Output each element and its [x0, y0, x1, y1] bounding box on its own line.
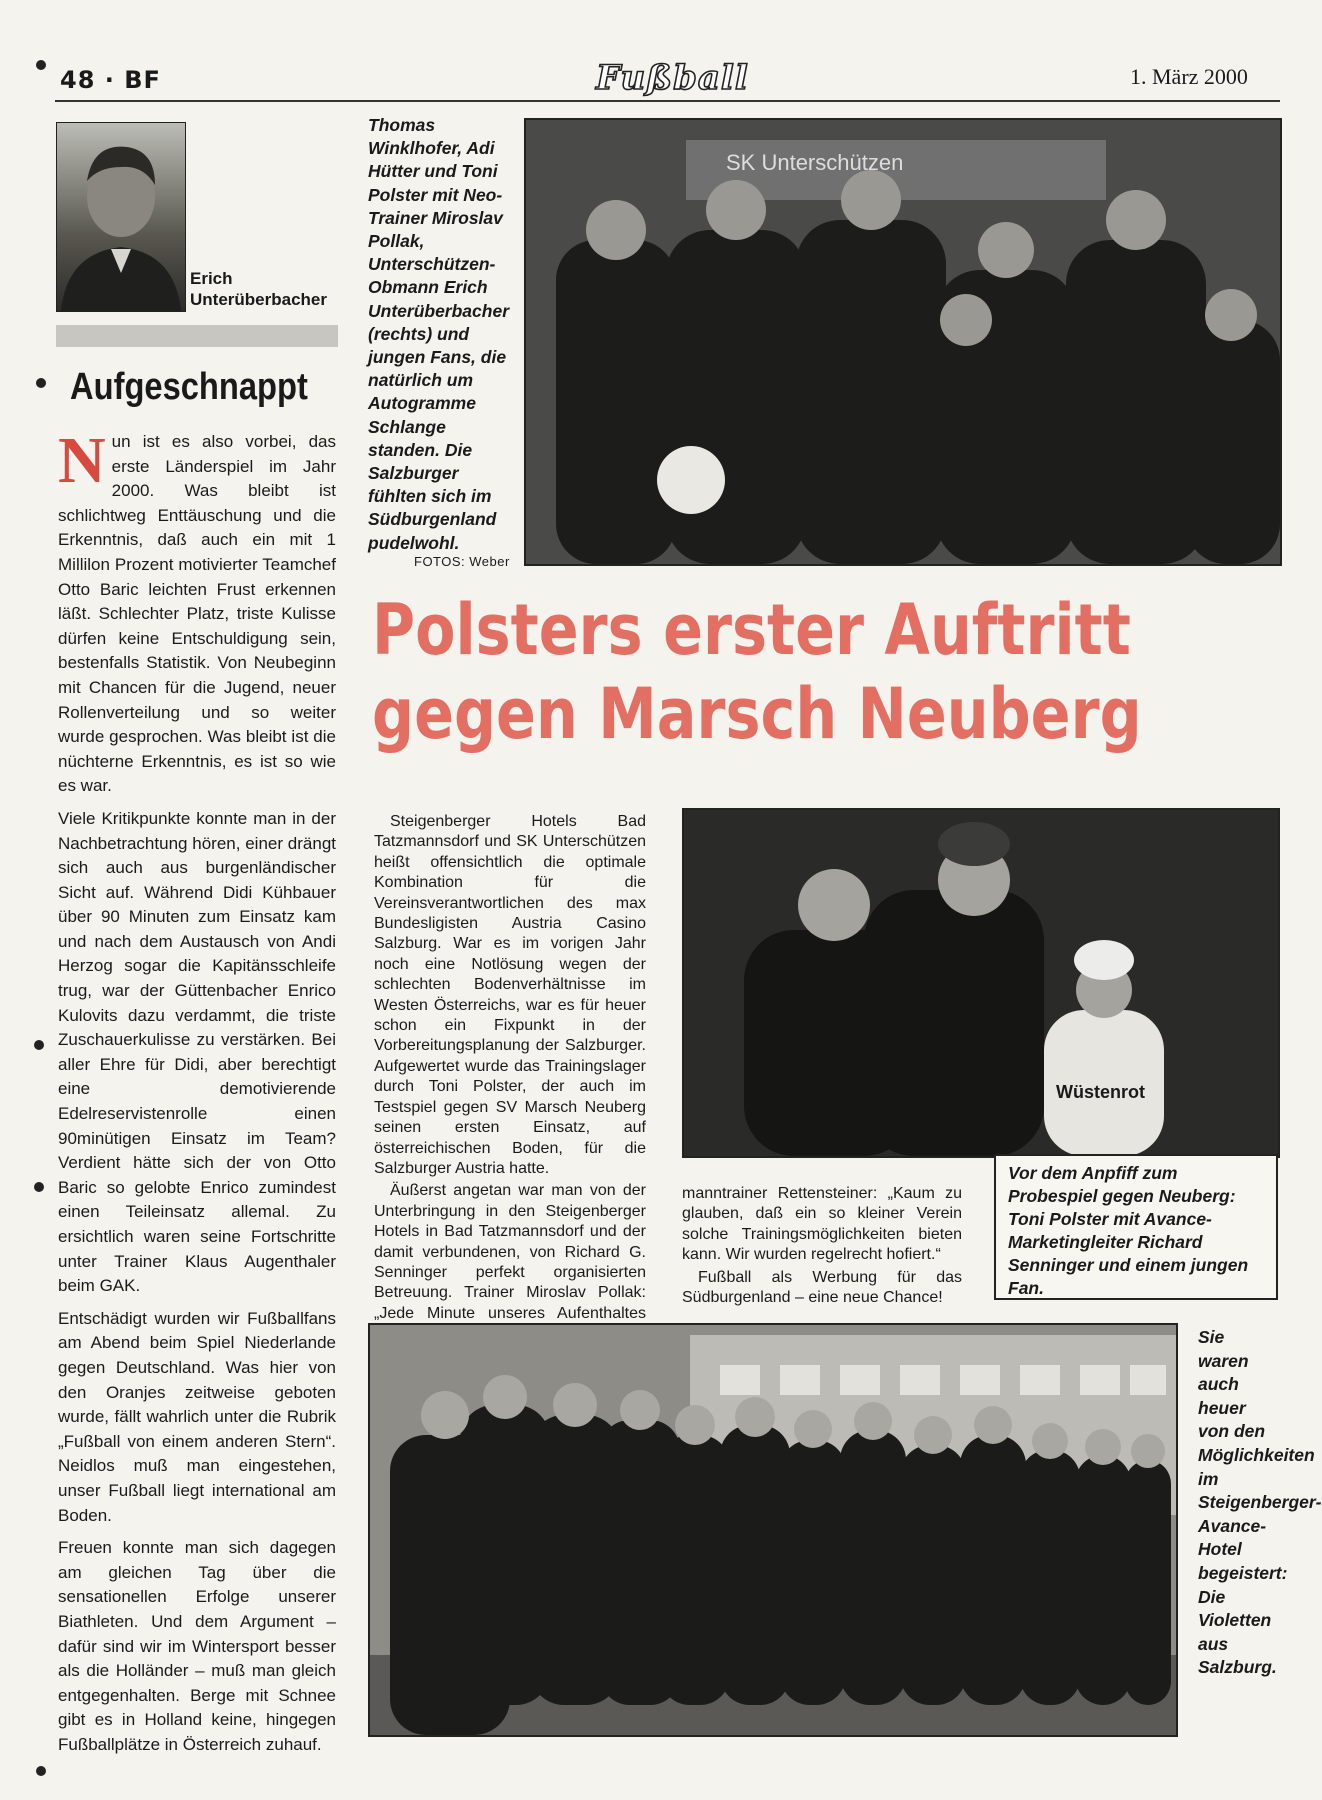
column-paragraph: Viele Kritikpunkte konnte man in der Nachbetrachtung hören, einer drängt sich auch aus burgenländischer Sicht auf. Während Didi Kühbauer über 90 Minuten zum Einsatz kam und nach dem Austausch von Andi Herzog sogar die Kapitänsschleife trug, war der Güttenbacher Enrico Kulovits dazu verdammt, die triste Zuschauerkulisse zu verstärken. Bei aller Ehre für Didi, aber berechtigt eine demotivierende Edelreservistenrolle einen 90minütigen Einsatz im Team? Verdient hätte sich der von Otto Baric so gelobte Enrico zumindest einen Teileinsatz allemal. Zu ersichtlich waren seine Fortschritte unter Trainer Klaus Augenthaler beim GAK. — [58, 808, 336, 1296]
margin-bullet — [36, 378, 46, 388]
team-illustration — [370, 1325, 1176, 1735]
margin-bullet — [36, 1766, 46, 1776]
article-body — [374, 812, 646, 1387]
header-rule — [55, 100, 1280, 102]
column-body — [58, 424, 336, 1765]
article-paragraph: Steigenberger Hotels Bad Tatzmannsdorf und SK Unterschützen heißt offensichtlich die optimale Kombination für die Vereinsverantwortlichen des max Bundesligisten Austria Casino Salzburg. War es im vorigen Jahr noch eine Notlösung wegen der schlechten Bodenverhältnisse im Westen Österreichs, war es für heuer schon ein Fixpunkt in der Vorbereitungsplanung der Salzburger. Aufgewertet wurde das Trainingslager durch Toni Polster, der auch im Testspiel gegen SV Marsch Neuberg seinen ersten Einsatz, auf österreichischen Boden, für die Salzburger Austria hatte. — [374, 813, 646, 1177]
team-group-photo — [368, 1323, 1178, 1737]
players-illustration — [526, 120, 1280, 564]
page-number: 48 · BF — [60, 66, 161, 94]
section-title: Fußball — [596, 58, 749, 98]
issue-date: 1. März 2000 — [1130, 64, 1248, 89]
hotel-sign: SK Unterschützen — [726, 150, 904, 175]
column-paragraph: Nun ist es also vorbei, das erste Länderspiel im Jahr 2000. Was bleibt ist schlichtweg Enttäuschung und die Erkenntnis, daß auch ein mit 1 Millilon Prozent motivierter Teamchef Otto Baric leichten Frust erkennen läßt. Schlechter Platz, triste Kulisse dürfen keine Entschuldigung sein, bestenfalls Statistik. Von Neubeginn mit Chancen für die Jugend, neuer Rollenverteilung und so weiter wurde gesprochen. Was bleibt ist die nüchterne Erkenntnis, es ist so wie es war. — [58, 424, 336, 796]
article-paragraph: Fußball als Werbung für das Südburgenland – eine neue Chance! — [682, 1268, 962, 1307]
margin-bullet — [34, 1182, 44, 1192]
photo-caption-polster: Vor dem Anpfiff zum Probespiel gegen Neuberg: Toni Polster mit Avance-Marketingleiter Richard Senninger und einem jungen Fan. — [1008, 1163, 1249, 1298]
margin-bullet — [34, 1040, 44, 1050]
margin-bullet — [36, 60, 46, 70]
column-paragraph: Freuen konnte man sich dagegen am gleichen Tag über die sensationellen Erfolge unserer Biathleten. Und dem Argument – dafür sind wir im Wintersport besser als die Holländer – muß man gleich entgegenhalten. Berge mit Schnee gibt es in Holland keine, hingegen Fußballplätze in Österreich zuhauf. — [58, 1538, 336, 1754]
photo-caption-team-hotel: Sie waren auch heuer von den Möglichkeiten im Steigenberger-Avance-Hotel begeistert: Die Violetten aus Salzburg. — [1198, 1327, 1322, 1678]
photo-credit: FOTOS: Weber — [414, 554, 510, 569]
article-headline: Polsters erster Auftritt gegen Marsch Neuberg — [372, 589, 1142, 755]
article-body-continued — [682, 1184, 962, 1310]
sponsor-shirt-text: Wüstenrot — [1056, 1082, 1145, 1102]
author-name: Erich Unterüberbacher — [190, 269, 327, 309]
column-paragraph: Entschädigt wurden wir Fußballfans am Abend beim Spiel Niederlande gegen Deutschland. Was hier von den Oranjes zeitweise geboten wurde, fällt wahrlich unter die Rubrik „Fußball von einem anderen Stern“. Neidlos muß man eingestehen, unser Fußball liegt international am Boden. — [58, 1308, 336, 1525]
person-icon — [57, 123, 185, 311]
column-kicker: Aufgeschnappt — [70, 366, 308, 408]
players-illustration — [684, 810, 1278, 1156]
author-portrait — [56, 122, 186, 312]
team-photo-top — [524, 118, 1282, 566]
photo-caption-team: Thomas Winklhofer, Adi Hütter und Toni Polster mit Neo-Trainer Miroslav Pollak, Unterschützen-Obmann Erich Unterüberbacher (rechts) und jungen Fans, die natürlich um Autogramme Schlange standen. Die Salzburger fühlten sich im Südburgenland pudelwohl. — [368, 115, 510, 553]
article-paragraph: Äußerst angetan war man von der Unterbringung in den Steigenberger Hotels in Bad Tatzmannsdorf und der damit verbundenen, von Richard G. Senninger perfekt organisierten Betreuung. Trainer Miroslav Pollak: „Jede Minute unseres Aufenthaltes — [374, 1182, 646, 1322]
drop-cap: N — [58, 424, 106, 497]
polster-fan-photo — [682, 808, 1280, 1158]
article-paragraph: manntrainer Rettensteiner: „Kaum zu glauben, daß ein so kleiner Verein solche Trainingsmöglichkeiten bieten kann. Wir wurden regelrecht hofiert.“ — [682, 1185, 962, 1264]
column-divider-bar — [56, 325, 338, 347]
